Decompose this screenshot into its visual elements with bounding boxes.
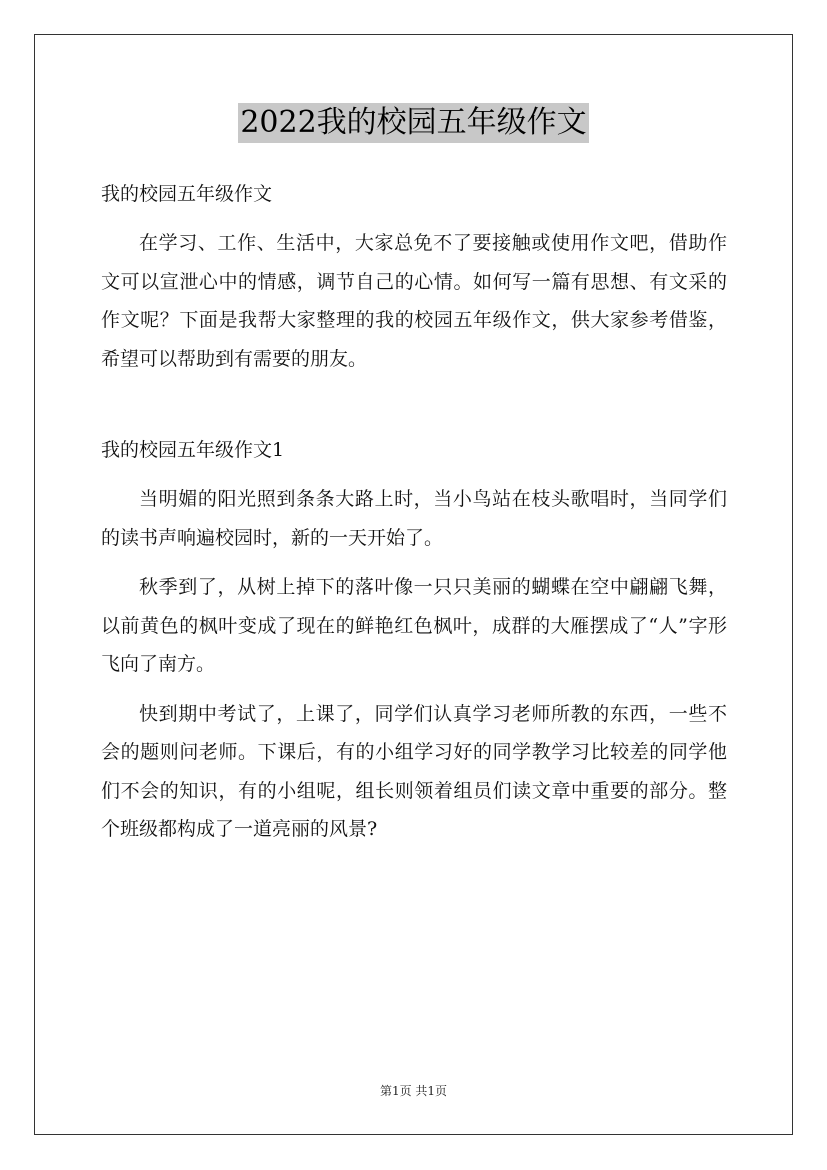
paragraph-intro: 在学习、工作、生活中，大家总免不了要接触或使用作文吧，借助作文可以宣泄心中的情感，调节自己的心情。如何写一篇有思想、有文采的作文呢？下面是我帮大家整理的我的校园五年级作文，供大家参考借鉴，希望可以帮助到有需要的朋友。 (101, 232, 727, 370)
section-heading-essay-1: 我的校园五年级作文1 (101, 439, 285, 461)
page-number-footer: 第1页 共1页 (379, 1084, 448, 1098)
paragraph-1: 当明媚的阳光照到条条大路上时，当小鸟站在枝头歌唱时，当同学们的读书声响遍校园时，新的一天开始了。 (101, 488, 727, 549)
paragraph-3: 快到期中考试了，上课了，同学们认真学习老师所教的东西，一些不会的题则问老师。下课后，有的小组学习好的同学教学习比较差的同学他们不会的知识，有的小组呢，组长则领着组员们读文章中重要的部分。整个班级都构成了一道亮丽的风景? (101, 702, 727, 840)
title-container (0, 103, 827, 143)
document-body (101, 175, 727, 849)
paragraph-2: 秋季到了，从树上掉下的落叶像一只只美丽的蝴蝶在空中翩翩飞舞，以前黄色的枫叶变成了现在的鲜艳红色枫叶，成群的大雁摆成了“人”字形飞向了南方。 (101, 576, 727, 675)
section-heading-intro: 我的校园五年级作文 (101, 183, 273, 205)
document-title: 2022我的校园五年级作文 (238, 103, 588, 143)
